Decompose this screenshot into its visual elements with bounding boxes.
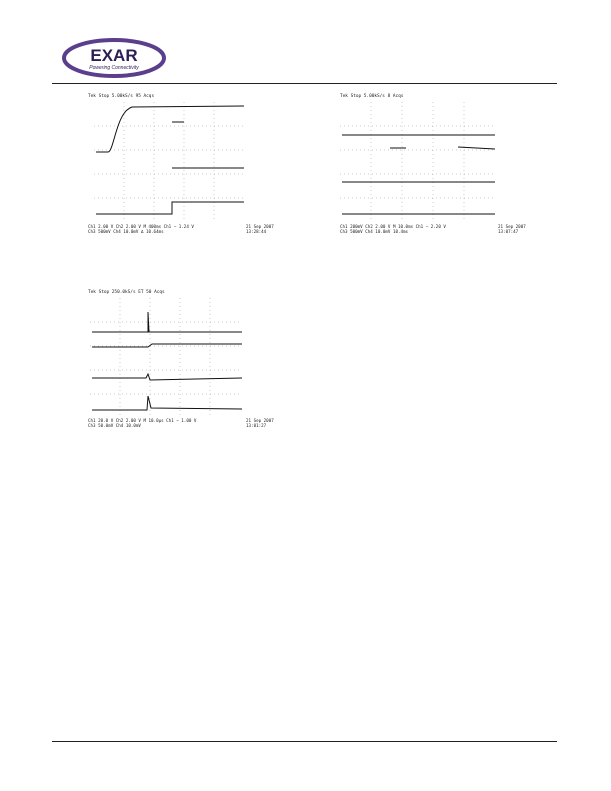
- exar-logo-graphic: [62, 38, 166, 78]
- scope-capture-1: [88, 94, 278, 244]
- scope-time: 13:28:44: [246, 229, 267, 234]
- trace-ch2: [92, 344, 242, 347]
- trace-ch1: [96, 106, 244, 152]
- trace-ch3: [92, 374, 242, 380]
- header-rule: [52, 83, 557, 84]
- scope-header: Tek Stop 5.00kS/s 95 Acqs: [88, 94, 155, 99]
- scope-footer-line1: Ch1 2.00 V Ch2 2.00 V M 400ms Ch1 − 1.24 V: [88, 224, 194, 229]
- scope-time: 13:01:27: [246, 423, 267, 428]
- scope-capture-3: [88, 290, 288, 450]
- scope-header: Tek Stop 250.0kS/s ET 50 Acqs: [88, 290, 165, 295]
- scope-footer-line2: Ch3 500mV Ch4 10.0mV 10.4ms: [340, 229, 409, 234]
- exar-logo: [62, 38, 166, 78]
- scope-footer-line2: Ch3 50.0mV Ch4 10.0mV: [88, 423, 141, 428]
- scope-grid: [90, 298, 250, 433]
- scope-footer-line2: Ch3 500mV Ch4 10.0mV Δ 10.64ms: [88, 229, 164, 234]
- scope-date: 21 Sep 2007: [498, 224, 526, 229]
- scope-grid: [94, 102, 254, 237]
- scope-date: 21 Sep 2007: [246, 418, 274, 423]
- trace-ch2: [390, 147, 495, 149]
- scope-time: 13:07:47: [498, 229, 519, 234]
- scope-header: Tek Stop 5.00kS/s 8 Acqs: [340, 94, 404, 99]
- logo-wordmark: EXAR: [90, 46, 138, 65]
- logo-tagline: Powering Connectivity: [89, 65, 139, 71]
- trace-ch4: [92, 396, 242, 410]
- scope-footer-line1: Ch1 20.0 V Ch2 2.00 V M 10.0µs Ch1 − 1.00 V: [88, 418, 197, 423]
- scope-footer-line1: Ch1 200mV Ch2 2.00 V M 10.0ms Ch1 − 2.20 V: [340, 224, 446, 229]
- scope-capture-2: [340, 94, 540, 244]
- scope-grid: [340, 102, 500, 237]
- footer-rule: [52, 741, 557, 742]
- scope-date: 21 Sep 2007: [246, 224, 274, 229]
- trace-ch4: [96, 202, 244, 214]
